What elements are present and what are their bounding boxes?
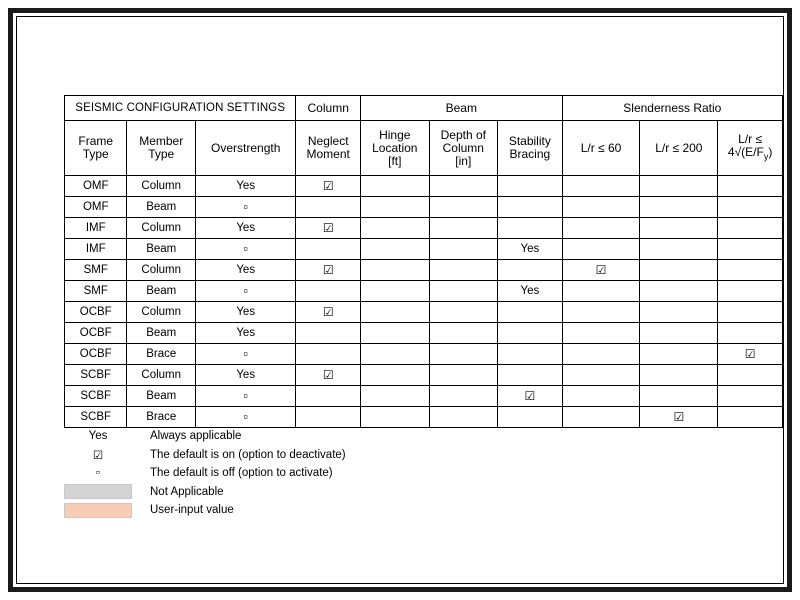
cell-neglect-moment[interactable]: [296, 302, 361, 323]
neglect-moment-line2: Moment: [306, 147, 350, 161]
member-type-line1: Member: [139, 134, 184, 148]
cell-slenderness-200: [640, 176, 718, 197]
column-header-slenderness-60: L/r ≤ 60: [562, 121, 640, 176]
hinge-location-line1: Hinge: [379, 127, 411, 142]
cell-slenderness-60: [562, 365, 640, 386]
cell-stability-bracing: [498, 323, 563, 344]
checkbox-checked-icon[interactable]: ☑: [595, 262, 607, 277]
cell-depth-of-column: [429, 218, 497, 239]
seismic-configuration-table-wrapper: [64, 95, 783, 428]
cell-member-type: Column: [127, 260, 196, 281]
cell-slenderness-200: [640, 365, 718, 386]
cell-slenderness-60: [562, 176, 640, 197]
cell-slenderness-200: [640, 302, 718, 323]
cell-slenderness-60: [562, 407, 640, 428]
cell-frame-type: SCBF: [65, 407, 127, 428]
cell-hinge-location: [361, 344, 430, 365]
legend-swatch-not-applicable: [64, 484, 132, 499]
checkbox-unchecked-icon[interactable]: ▫: [243, 283, 248, 298]
column-header-depth-of-column: [429, 121, 497, 176]
cell-slenderness-200: [640, 239, 718, 260]
cell-member-type: Beam: [127, 323, 196, 344]
cell-slenderness-limit: [718, 365, 783, 386]
checkbox-checked-icon[interactable]: ☑: [322, 367, 334, 382]
cell-stability-bracing: [498, 365, 563, 386]
cell-neglect-moment: [296, 197, 361, 218]
cell-member-type: Column: [127, 176, 196, 197]
legend: [64, 427, 346, 520]
cell-frame-type: IMF: [65, 239, 127, 260]
group-header-beam: Beam: [361, 96, 563, 121]
cell-overstrength[interactable]: [196, 281, 296, 302]
cell-stability-bracing: [498, 407, 563, 428]
cell-slenderness-limit: [718, 386, 783, 407]
hinge-location-line3: [ft]: [388, 153, 402, 168]
cell-overstrength[interactable]: [196, 407, 296, 428]
cell-member-type: Beam: [127, 197, 196, 218]
cell-overstrength: Yes: [196, 218, 296, 239]
cell-stability-bracing[interactable]: [498, 386, 563, 407]
seismic-configuration-table: [64, 95, 783, 428]
cell-slenderness-60: [562, 218, 640, 239]
cell-slenderness-60: [562, 239, 640, 260]
member-type-line2: Type: [148, 147, 175, 161]
cell-slenderness-limit: [718, 302, 783, 323]
cell-depth-of-column: [429, 260, 497, 281]
cell-slenderness-limit: [718, 176, 783, 197]
legend-label: Not Applicable: [150, 485, 224, 498]
legend-symbol: ☑: [92, 449, 104, 462]
table-row: [65, 302, 783, 323]
cell-frame-type: IMF: [65, 218, 127, 239]
cell-member-type: Beam: [127, 281, 196, 302]
depth-of-column-line1: Depth of: [440, 127, 486, 142]
cell-frame-type: SCBF: [65, 365, 127, 386]
cell-slenderness-200: [640, 323, 718, 344]
table-row: [65, 386, 783, 407]
group-header-column: Column: [296, 96, 361, 121]
cell-hinge-location: [361, 260, 430, 281]
cell-slenderness-limit: [718, 281, 783, 302]
group-header-slenderness-ratio: Slenderness Ratio: [562, 96, 782, 121]
cell-neglect-moment: [296, 323, 361, 344]
table-row: [65, 281, 783, 302]
checkbox-checked-icon[interactable]: ☑: [322, 304, 334, 319]
cell-overstrength: Yes: [196, 260, 296, 281]
table-row: [65, 197, 783, 218]
cell-slenderness-60: [562, 344, 640, 365]
checkbox-unchecked-icon[interactable]: ▫: [243, 409, 248, 424]
cell-depth-of-column: [429, 344, 497, 365]
cell-frame-type: OCBF: [65, 302, 127, 323]
cell-neglect-moment[interactable]: [296, 218, 361, 239]
cell-slenderness-200: [640, 197, 718, 218]
table-row: [65, 260, 783, 281]
hinge-location-line2: Location: [372, 140, 418, 155]
depth-of-column-line3: [in]: [455, 153, 472, 168]
cell-hinge-location[interactable]: [361, 281, 430, 302]
table-column-header-row: [65, 121, 783, 176]
cell-depth-of-column: [429, 386, 497, 407]
checkbox-checked-icon[interactable]: ☑: [673, 409, 685, 424]
column-header-stability-bracing: [498, 121, 563, 176]
cell-neglect-moment[interactable]: [296, 365, 361, 386]
checkbox-checked-icon[interactable]: ☑: [744, 346, 756, 361]
cell-member-type: Beam: [127, 386, 196, 407]
cell-overstrength: Yes: [196, 176, 296, 197]
cell-neglect-moment: [296, 407, 361, 428]
cell-slenderness-200: [640, 260, 718, 281]
legend-swatch-user-input: [64, 503, 132, 518]
slenderness-limit-expr: 4√(E/F: [727, 144, 764, 159]
cell-stability-bracing: [498, 218, 563, 239]
cell-frame-type: OMF: [65, 197, 127, 218]
table-row: [65, 218, 783, 239]
cell-member-type: Column: [127, 302, 196, 323]
cell-overstrength[interactable]: [196, 386, 296, 407]
cell-neglect-moment: [296, 344, 361, 365]
cell-frame-type: OCBF: [65, 344, 127, 365]
cell-slenderness-200: [640, 344, 718, 365]
cell-slenderness-60: [562, 386, 640, 407]
table-row: [65, 176, 783, 197]
cell-frame-type: SMF: [65, 281, 127, 302]
cell-hinge-location: [361, 323, 430, 344]
checkbox-checked-icon[interactable]: ☑: [322, 220, 334, 235]
cell-stability-bracing: [498, 344, 563, 365]
cell-stability-bracing: [498, 260, 563, 281]
column-header-overstrength: Overstrength: [196, 121, 296, 176]
checkbox-unchecked-icon[interactable]: ▫: [243, 388, 248, 403]
column-header-hinge-location: [361, 121, 430, 176]
cell-depth-of-column: [429, 302, 497, 323]
cell-member-type: Column: [127, 218, 196, 239]
cell-stability-bracing: [498, 302, 563, 323]
legend-item: [64, 427, 346, 446]
cell-frame-type: SMF: [65, 260, 127, 281]
cell-neglect-moment: [296, 281, 361, 302]
table-row: [65, 365, 783, 386]
cell-slenderness-limit: [718, 323, 783, 344]
cell-hinge-location: [361, 407, 430, 428]
cell-slenderness-limit[interactable]: [718, 344, 783, 365]
checkbox-checked-icon[interactable]: ☑: [524, 388, 536, 403]
cell-stability-bracing: Yes: [498, 239, 563, 260]
cell-neglect-moment[interactable]: [296, 176, 361, 197]
cell-overstrength[interactable]: [196, 239, 296, 260]
cell-depth-of-column[interactable]: [429, 239, 497, 260]
legend-item: [64, 483, 346, 502]
legend-symbol: ▫: [95, 467, 101, 480]
slenderness-limit-line1: L/r ≤: [738, 131, 763, 146]
cell-slenderness-60: [562, 281, 640, 302]
cell-stability-bracing: [498, 197, 563, 218]
cell-slenderness-60[interactable]: [562, 260, 640, 281]
checkbox-unchecked-icon[interactable]: ▫: [243, 346, 248, 361]
cell-slenderness-60: [562, 323, 640, 344]
neglect-moment-line1: Neglect: [307, 134, 349, 148]
checkbox-checked-icon[interactable]: ☑: [322, 178, 334, 193]
cell-member-type: Brace: [127, 407, 196, 428]
cell-slenderness-limit: [718, 197, 783, 218]
column-header-frame-type: [65, 121, 127, 176]
cell-slenderness-limit: [718, 218, 783, 239]
cell-depth-of-column: [429, 365, 497, 386]
table-row: [65, 407, 783, 428]
legend-item: [64, 501, 346, 520]
column-header-neglect-moment: [296, 121, 361, 176]
stability-bracing-line2: Bracing: [509, 147, 551, 161]
checkbox-checked-icon[interactable]: ☑: [322, 262, 334, 277]
legend-item: [64, 446, 346, 465]
poster-inner-border: [16, 16, 784, 584]
legend-label: User-input value: [150, 504, 234, 517]
cell-member-type: Brace: [127, 344, 196, 365]
cell-member-type: Column: [127, 365, 196, 386]
cell-depth-of-column[interactable]: [429, 197, 497, 218]
cell-hinge-location: [361, 302, 430, 323]
cell-overstrength[interactable]: [196, 344, 296, 365]
cell-overstrength: Yes: [196, 302, 296, 323]
cell-stability-bracing: Yes: [498, 281, 563, 302]
table-title: SEISMIC CONFIGURATION SETTINGS: [65, 96, 296, 121]
legend-symbol: Yes: [88, 430, 108, 443]
frame-type-line2: Type: [82, 147, 109, 161]
cell-stability-bracing: [498, 176, 563, 197]
legend-item: [64, 464, 346, 483]
column-header-member-type: [127, 121, 196, 176]
cell-slenderness-limit: [718, 239, 783, 260]
cell-overstrength: Yes: [196, 323, 296, 344]
slenderness-limit-paren: ): [768, 144, 773, 159]
legend-label: The default is on (option to deactivate): [150, 448, 346, 461]
cell-depth-of-column: [429, 407, 497, 428]
cell-hinge-location[interactable]: [361, 197, 430, 218]
checkbox-unchecked-icon[interactable]: ▫: [243, 241, 248, 256]
cell-hinge-location: [361, 176, 430, 197]
cell-depth-of-column: [429, 323, 497, 344]
cell-hinge-location[interactable]: [361, 239, 430, 260]
cell-hinge-location: [361, 386, 430, 407]
table-group-header-row: [65, 96, 783, 121]
cell-overstrength[interactable]: [196, 197, 296, 218]
cell-neglect-moment[interactable]: [296, 260, 361, 281]
slenderness-limit-line2: [718, 146, 782, 163]
cell-slenderness-60: [562, 302, 640, 323]
slenderness-limit-subscript: y: [763, 151, 769, 162]
poster-frame: [8, 8, 792, 592]
cell-frame-type: OMF: [65, 176, 127, 197]
cell-hinge-location: [361, 365, 430, 386]
depth-of-column-line2: Column: [442, 140, 484, 155]
cell-frame-type: SCBF: [65, 386, 127, 407]
cell-overstrength: Yes: [196, 365, 296, 386]
cell-depth-of-column: [429, 176, 497, 197]
column-header-slenderness-limit: [718, 121, 783, 176]
table-row: [65, 344, 783, 365]
table-row: [65, 323, 783, 344]
cell-depth-of-column[interactable]: [429, 281, 497, 302]
column-header-slenderness-200: L/r ≤ 200: [640, 121, 718, 176]
cell-slenderness-limit: [718, 407, 783, 428]
table-row: [65, 239, 783, 260]
cell-slenderness-200: [640, 218, 718, 239]
cell-frame-type: OCBF: [65, 323, 127, 344]
cell-slenderness-200: [640, 386, 718, 407]
checkbox-unchecked-icon[interactable]: ▫: [243, 199, 248, 214]
cell-slenderness-200[interactable]: [640, 407, 718, 428]
legend-label: The default is off (option to activate): [150, 467, 333, 480]
cell-neglect-moment: [296, 386, 361, 407]
cell-neglect-moment: [296, 239, 361, 260]
cell-member-type: Beam: [127, 239, 196, 260]
cell-hinge-location: [361, 218, 430, 239]
cell-slenderness-200: [640, 281, 718, 302]
legend-label: Always applicable: [150, 430, 242, 443]
stability-bracing-line1: Stability: [508, 134, 551, 148]
cell-slenderness-60: [562, 197, 640, 218]
frame-type-line1: Frame: [78, 134, 114, 148]
cell-slenderness-limit: [718, 260, 783, 281]
